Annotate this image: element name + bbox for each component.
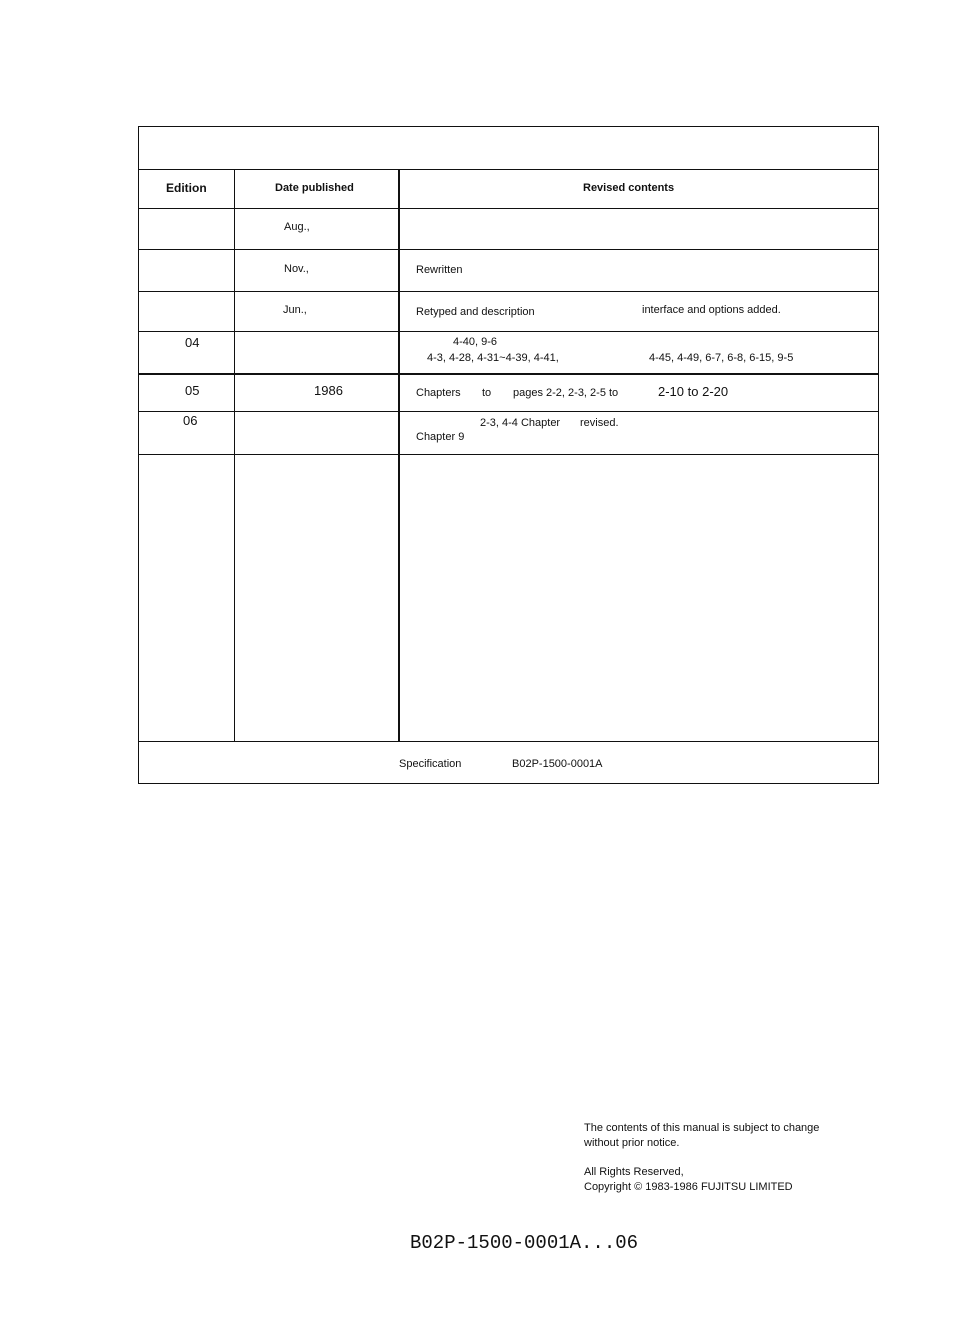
row-5-revised-c: pages 2-2, 2-3, 2-5 to — [513, 387, 619, 399]
row-4-edition: 04 — [185, 335, 200, 350]
header-date-published: Date published — [275, 182, 354, 194]
row-divider — [139, 411, 878, 412]
row-4-revised-c: 4-45, 4-49, 6-7, 6-8, 6-15, 9-5 — [649, 352, 794, 364]
column-divider — [398, 169, 400, 741]
copyright: Copyright © 1983-1986 FUJITSU LIMITED — [584, 1181, 793, 1193]
row-5-revised-b: to — [482, 387, 492, 399]
row-2-date: Nov., — [284, 263, 309, 275]
specification-number: B02P-1500-0001A — [512, 758, 603, 770]
specification-label: Specification — [399, 758, 462, 770]
row-5-revised-a: Chapters — [416, 387, 461, 399]
document-code: B02P-1500-0001A...06 — [410, 1232, 639, 1254]
row-divider — [139, 454, 878, 455]
row-1-date: Aug., — [284, 221, 310, 233]
row-5-edition: 05 — [185, 383, 200, 398]
row-6-revised-a: 2-3, 4-4 Chapter — [480, 417, 561, 429]
title-row-divider — [139, 169, 878, 170]
notice-line-2: without prior notice. — [584, 1137, 680, 1149]
row-3-revised-a: Retyped and description — [416, 306, 535, 318]
column-divider — [234, 169, 235, 741]
row-5-revised-d: 2-10 to 2-20 — [658, 384, 729, 399]
row-4-revised-b: 4-3, 4-28, 4-31~4-39, 4-41, — [427, 352, 559, 364]
header-revised-contents: Revised contents — [583, 182, 675, 194]
rights-reserved: All Rights Reserved, — [584, 1166, 684, 1178]
row-5-date: 1986 — [314, 383, 343, 398]
row-6-edition: 06 — [183, 413, 198, 428]
header-edition: Edition — [166, 181, 207, 195]
row-3-date: Jun., — [283, 304, 307, 316]
row-2-revised: Rewritten — [416, 264, 463, 276]
row-6-revised-c: Chapter 9 — [416, 431, 465, 443]
row-divider — [139, 291, 878, 292]
row-divider — [139, 373, 878, 375]
header-row-divider — [139, 208, 878, 209]
notice-line-1: The contents of this manual is subject to change — [584, 1122, 820, 1134]
row-4-revised-a: 4-40, 9-6 — [453, 336, 498, 348]
footer-row-divider — [139, 741, 878, 742]
row-6-revised-b: revised. — [580, 417, 619, 429]
revision-table — [138, 126, 879, 784]
row-divider — [139, 249, 878, 250]
row-divider — [139, 331, 878, 332]
row-3-revised-b: interface and options added. — [642, 304, 781, 316]
